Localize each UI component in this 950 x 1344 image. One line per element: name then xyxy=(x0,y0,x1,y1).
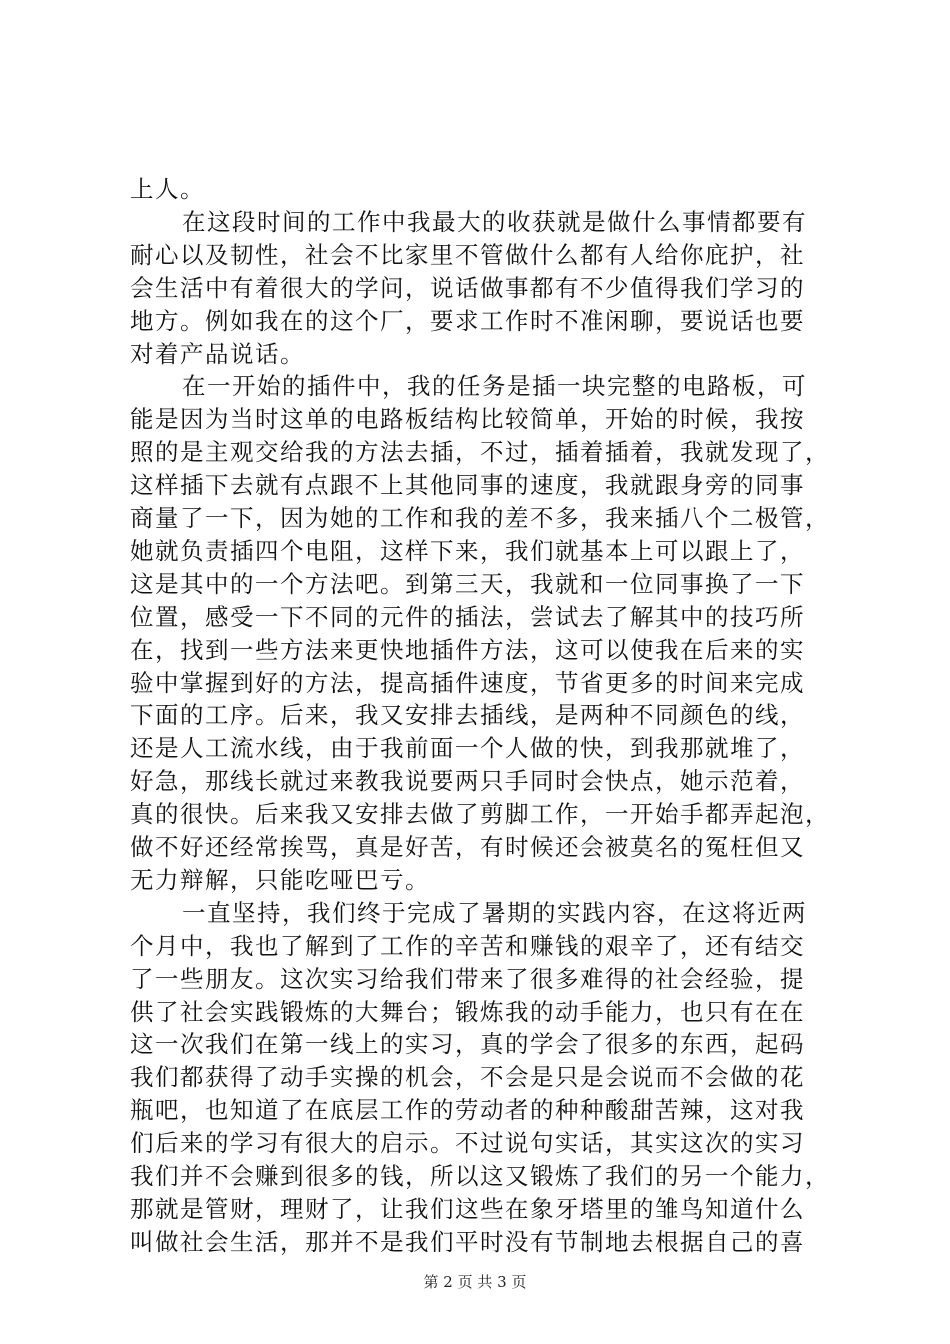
text-line: 她就负责插四个电阻，这样下来，我们就基本上可以跟上了， xyxy=(130,536,805,565)
text-line: 这是其中的一个方法吧。到第三天，我就和一位同事换了一下 xyxy=(130,569,805,598)
text-line: 位置，感受一下不同的元件的插法，尝试去了解其中的技巧所 xyxy=(130,602,805,631)
text-line: 这样插下去就有点跟不上其他同事的速度，我就跟身旁的同事 xyxy=(130,471,805,500)
text-line: 供了社会实践锻炼的大舞台；锻炼我的动手能力，也只有在在 xyxy=(130,997,805,1026)
text-line: 商量了一下，因为她的工作和我的差不多，我来插八个二极管， xyxy=(130,504,830,532)
text-line: 们后来的学习有很大的启示。不过说句实话，其实这次的实习 xyxy=(130,1129,805,1158)
text-line: 好急，那线长就过来教我说要两只手同时会快点，她示范着， xyxy=(130,767,805,796)
text-line: 我们并不会赚到很多的钱，所以这又锻炼了我们的另一个能力， xyxy=(130,1162,830,1190)
text-line: 真的很快。后来我又安排去做了剪脚工作，一开始手都弄起泡， xyxy=(130,800,830,829)
text-line: 上人。 xyxy=(130,175,205,203)
text-line: 做不好还经常挨骂，真是好苦，有时候还会被莫名的冤枉但又 xyxy=(130,833,805,861)
text-line: 对着产品说话。 xyxy=(130,339,305,368)
paragraph-first-line: 在这段时间的工作中我最大的收获就是做什么事情都要有 xyxy=(182,207,807,236)
page-number-footer: 第 2 页 共 3 页 xyxy=(423,1273,527,1291)
text-line: 无力辩解，只能吃哑巴亏。 xyxy=(130,865,430,894)
text-line: 会生活中有着很大的学问，说话做事都有不少值得我们学习的 xyxy=(130,273,805,302)
text-line: 叫做社会生活，那并不是我们平时没有节制地去根据自己的喜 xyxy=(130,1227,805,1256)
text-line: 还是人工流水线，由于我前面一个人做的快，到我那就堆了， xyxy=(130,734,805,763)
paragraph-first-line: 一直坚持，我们终于完成了暑期的实践内容，在这将近两 xyxy=(182,898,807,927)
text-line: 瓶吧，也知道了在底层工作的劳动者的种种酸甜苦辣，这对我 xyxy=(130,1096,805,1125)
text-line: 照的是主观交给我的方法去插，不过，插着插着，我就发现了， xyxy=(130,438,830,467)
text-line: 我们都获得了动手实操的机会，不会是只是会说而不会做的花 xyxy=(130,1063,805,1092)
text-line: 那就是管财，理财了，让我们这些在象牙塔里的雏鸟知道什么 xyxy=(130,1194,805,1223)
text-line: 了一些朋友。这次实习给我们带来了很多难得的社会经验，提 xyxy=(130,964,805,993)
text-line: 这一次我们在第一线上的实习，真的学会了很多的东西，起码 xyxy=(130,1030,805,1059)
text-line: 耐心以及韧性，社会不比家里不管做什么都有人给你庇护，社 xyxy=(130,240,805,269)
paragraph-first-line: 在一开始的插件中，我的任务是插一块完整的电路板，可 xyxy=(182,372,807,401)
text-line: 地方。例如我在的这个厂，要求工作时不准闲聊，要说话也要 xyxy=(130,306,805,335)
text-line: 个月中，我也了解到了工作的辛苦和赚钱的艰辛了，还有结交 xyxy=(130,931,805,960)
text-line: 下面的工序。后来，我又安排去插线，是两种不同颜色的线， xyxy=(130,701,805,730)
text-line: 能是因为当时这单的电路板结构比较简单，开始的时候，我按 xyxy=(130,405,805,434)
text-line: 验中掌握到好的方法，提高插件速度，节省更多的时间来完成 xyxy=(130,668,805,697)
text-line: 在，找到一些方法来更快地插件方法，这可以使我在后来的实 xyxy=(130,635,805,664)
